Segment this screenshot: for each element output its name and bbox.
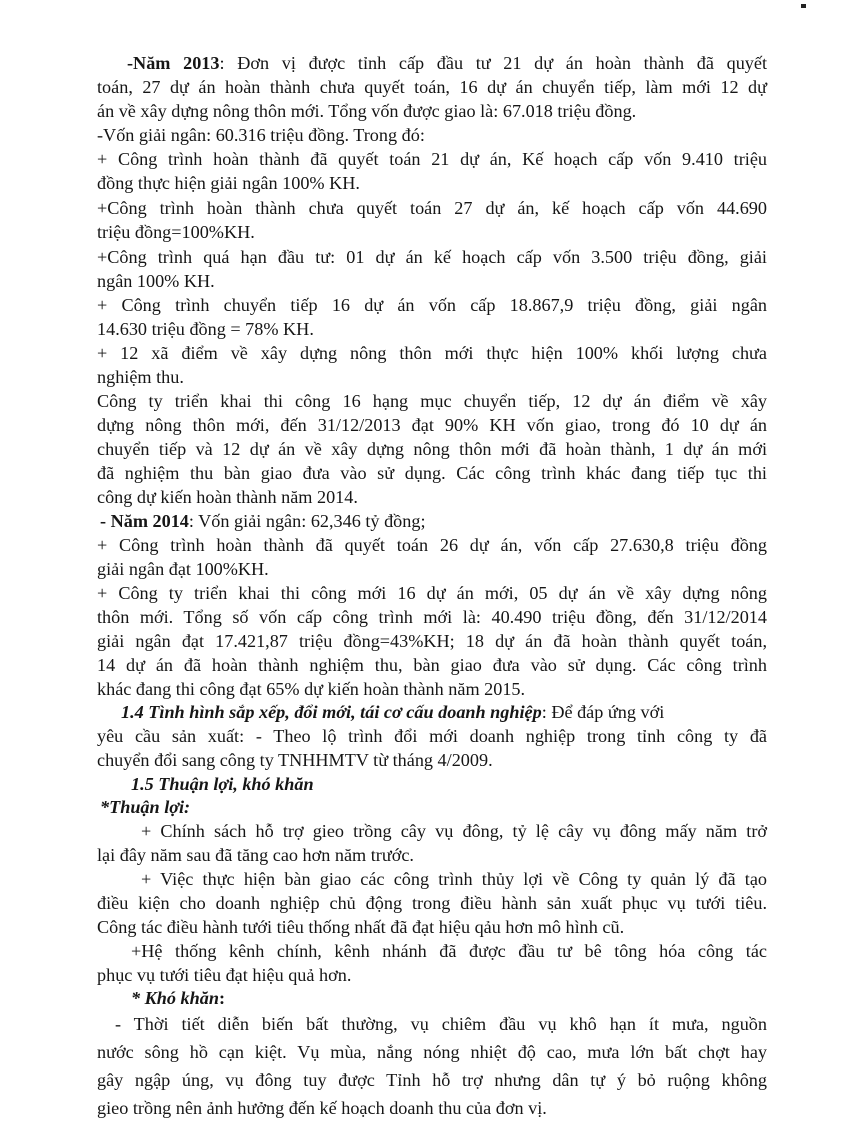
line: - Thời tiết diễn biến bất thường, vụ chiêm đầu vụ khô hạn ít mưa, nguồn [115,1014,767,1034]
line: +Công trình quá hạn đầu tư: 01 dự án kế hoạch cấp vốn 3.500 triệu đồng, giải [97,247,767,267]
line: công dự kiến hoàn thành năm 2014. [97,487,358,507]
line: + Chính sách hỗ trợ gieo trồng cây vụ đông, tỷ lệ cây vụ đông mấy năm trở [141,821,767,841]
line: -Năm 2013: Đơn vị được tỉnh cấp đầu tư 21 dự án hoàn thành đã quyết [127,53,768,73]
line: toán, 27 dự án hoàn thành chưa quyết toán, 16 dự án chuyển tiếp, làm mới 12 dự [97,77,767,97]
line: lại đây năm sau đã tăng cao hơn năm trước. [97,845,414,865]
line: chuyển tiếp và 12 dự án về xây dựng nông thôn mới đã hoàn thành, 1 dự án mới [97,439,767,459]
line: + Công ty triển khai thi công mới 16 dự án mới, 05 dự án về xây dựng nông [97,583,767,603]
line: + Công trình hoàn thành đã quyết toán 26 dự án, vốn cấp 27.630,8 triệu đồng [97,535,767,555]
line: phục vụ tưới tiêu đạt hiệu quả hơn. [97,965,352,985]
line: giải ngân đạt 17.421,87 triệu đồng=43%KH; 18 dự án đã hoàn thành quyết toán, [97,631,767,651]
line: + Công trình chuyển tiếp 16 dự án vốn cấp 18.867,9 triệu đồng, giải ngân [97,295,767,315]
line: nghiệm thu. [97,367,184,387]
line: chuyển đổi sang công ty TNHHMTV từ tháng 4/2009. [97,750,493,770]
line: + Công trình hoàn thành đã quyết toán 21 dự án, Kế hoạch cấp vốn 9.410 triệu [97,149,767,169]
line: dựng nông thôn mới, đến 31/12/2013 đạt 90% KH vốn giao, trong đó 10 dự án [97,415,767,435]
line: thôn mới. Tổng số vốn cấp công trình mới là: 40.490 triệu đồng, đến 31/12/2014 [97,607,767,627]
heading-kho-khan: * Khó khăn [131,988,219,1008]
line: nước sông hồ cạn kiệt. Vụ mùa, nắng nóng nhiệt độ cao, mưa lớn bất chợt hay [97,1042,767,1062]
line: đã nghiệm thu bàn giao đưa vào sử dụng. Các công trình khác đang tiếp tục thi [97,463,767,483]
heading-thuan-loi: *Thuận lợi: [100,797,191,817]
heading-2014: - Năm 2014 [100,511,189,531]
line: * Khó khăn: [131,988,226,1008]
section-heading-1-4: 1.4 Tình hình sắp xếp, đổi mới, tái cơ cấu doanh nghiệp [121,702,542,722]
line: yêu cầu sản xuất: - Theo lộ trình đổi mới doanh nghiệp trong tỉnh công ty đã [97,726,767,746]
heading-2013: -Năm 2013 [127,53,220,73]
line: + 12 xã điểm về xây dựng nông thôn mới thực hiện 100% khối lượng chưa [97,343,767,363]
line: gieo trồng nên ảnh hưởng đến kế hoạch doanh thu của đơn vị. [97,1098,547,1118]
line: Công tác điều hành tưới tiêu thống nhất đã đạt hiệu qảu hơn mô hình cũ. [97,917,625,937]
line: giải ngân đạt 100%KH. [97,559,269,579]
line: án về xây dựng nông thôn mới. Tổng vốn được giao là: 67.018 triệu đồng. [97,101,637,121]
line: điều kiện cho doanh nghiệp chủ động trong điều hành sản xuất phục vụ tưới tiêu. [97,893,767,913]
line: gây ngập úng, vụ đông tuy được Tỉnh hỗ trợ nhưng dân tự ý bỏ ruộng không [97,1070,767,1090]
section-heading-1-5: 1.5 Thuận lợi, khó khăn [131,774,314,794]
scan-artifact [801,4,806,8]
line: 14.630 triệu đồng = 78% KH. [97,319,314,339]
line: - Năm 2014: Vốn giải ngân: 62,346 tỷ đồng; [100,511,426,531]
line: khác đang thi công đạt 65% dự kiến hoàn thành năm 2015. [97,679,526,699]
line: + Việc thực hiện bàn giao các công trình thủy lợi về Công ty quản lý đã tạo [141,869,767,889]
line: 1.4 Tình hình sắp xếp, đổi mới, tái cơ cấu doanh nghiệp: Để đáp ứng với [121,702,665,722]
line: triệu đồng=100%KH. [97,222,255,242]
line: +Hệ thống kênh chính, kênh nhánh đã được đầu tư bê tông hóa công tác [131,941,767,961]
line: -Vốn giải ngân: 60.316 triệu đồng. Trong đó: [97,125,425,145]
line: +Công trình hoàn thành chưa quyết toán 27 dự án, kế hoạch cấp vốn 44.690 [97,198,767,218]
line: đồng thực hiện giải ngân 100% KH. [97,173,360,193]
line: 14 dự án đã hoàn thành nghiệm thu, bàn giao đưa vào sử dụng. Các công trình [97,655,767,675]
line: ngân 100% KH. [97,271,215,291]
line: Công ty triển khai thi công 16 hạng mục chuyển tiếp, 12 dự án điểm về xây [97,391,767,411]
